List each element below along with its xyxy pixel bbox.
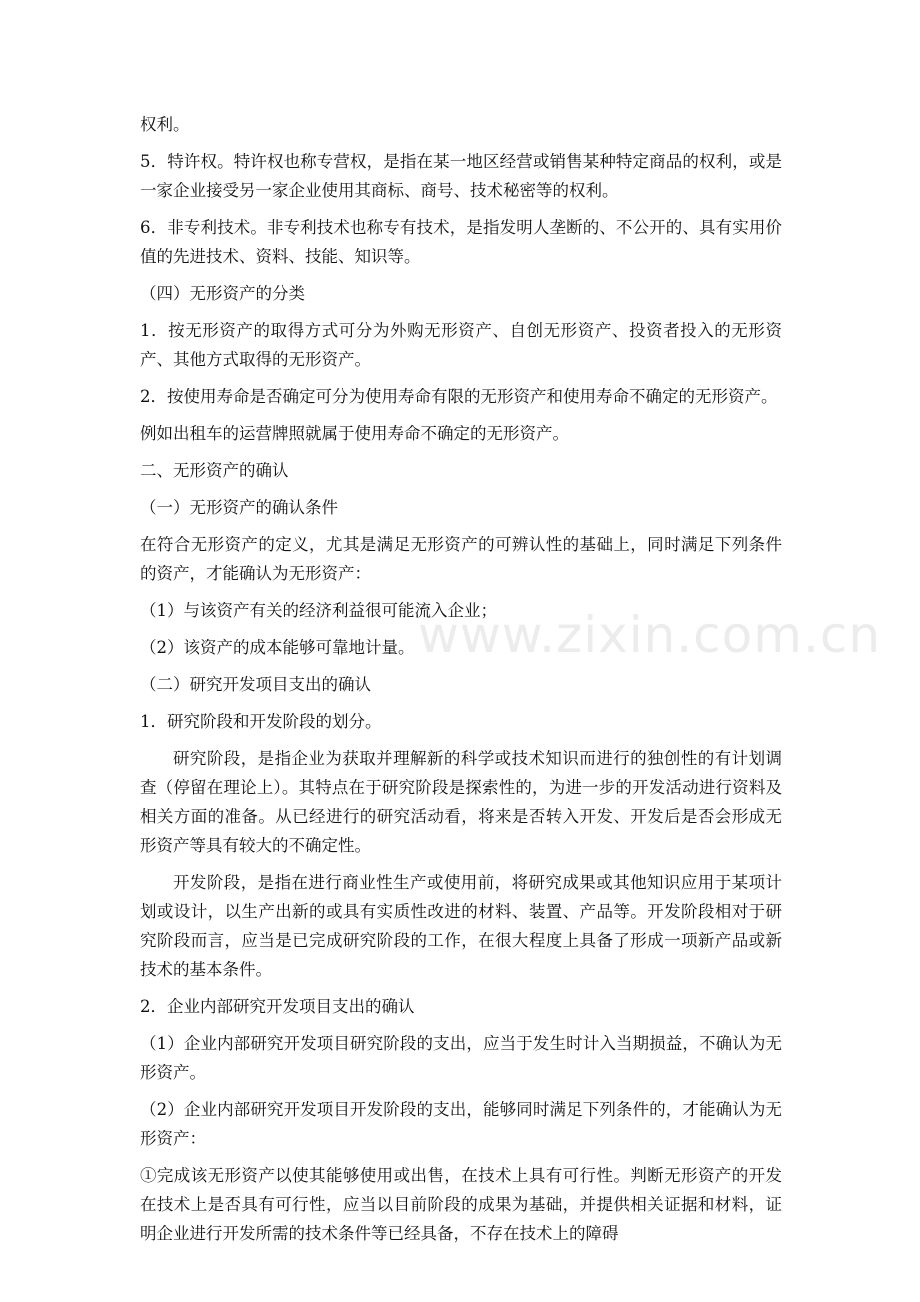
paragraph-conditions-intro: 在符合无形资产的定义，尤其是满足无形资产的可辨认性的基础上，同时满足下列条件的资产，才能确认为无形资产： (140, 535, 782, 583)
paragraph-phase-division: 1．研究阶段和开发阶段的划分。 (140, 712, 382, 731)
paragraph-classification-acquisition: 1．按无形资产的取得方式可分为外购无形资产、自创无形资产、投资者投入的无形资产、其他方式取得的无形资产。 (140, 321, 782, 369)
section-heading-classification: （四）无形资产的分类 (140, 284, 305, 303)
list-item-technical-feasibility: ①完成该无形资产以使其能够使用或出售，在技术上具有可行性。判断无形资产的开发在技术上是否具有可行性，应当以目前阶段的成果为基础，并提供相关证据和材料，证明企业进行开发所需的技术条件等已经具备，不存在技术上的障碍 (140, 1166, 782, 1243)
paragraph-taxi-example: 例如出租车的运营牌照就属于使用寿命不确定的无形资产。 (140, 424, 569, 443)
list-item-development-expense: （2）企业内部研究开发项目开发阶段的支出，能够同时满足下列条件的，才能确认为无形资产： (140, 1100, 782, 1148)
list-item-condition-2: （2）该资产的成本能够可靠地计量。 (140, 638, 415, 657)
paragraph-non-patent-tech: 6．非专利技术。非专利技术也称专有技术，是指发明人垄断的、不公开的、具有实用价值的先进技术、资料、技能、知识等。 (140, 218, 782, 266)
list-item-research-expense: （1）企业内部研究开发项目研究阶段的支出，应当于发生时计入当期损益，不确认为无形资产。 (140, 1034, 782, 1082)
subsection-heading-rd: （二）研究开发项目支出的确认 (140, 675, 371, 694)
section-heading-recognition: 二、无形资产的确认 (140, 461, 289, 480)
paragraph-classification-lifespan: 2．按使用寿命是否确定可分为使用寿命有限的无形资产和使用寿命不确定的无形资产。 (140, 387, 778, 406)
document-page (140, 110, 782, 1256)
subsection-heading-conditions: （一）无形资产的确认条件 (140, 498, 338, 517)
paragraph-research-phase: 研究阶段，是指企业为获取并理解新的科学或技术知识而进行的独创性的有计划调查（停留在理论上）。其特点在于研究阶段是探索性的，为进一步的开发活动进行资料及相关方面的准备。从已经进行的研究活动看，将来是否转入开发、开发后是否会形成无形资产等具有较大的不确定性。 (140, 749, 782, 855)
watermark-text: www.zixin.com.cn (418, 606, 882, 664)
paragraph-franchise: 5．特许权。特许权也称专营权，是指在某一地区经营或销售某种特定商品的权利，或是一家企业接受另一家企业使用其商标、商号、技术秘密等的权利。 (140, 152, 782, 200)
paragraph-internal-rd-heading: 2．企业内部研究开发项目支出的确认 (140, 997, 415, 1016)
list-item-condition-1: （1）与该资产有关的经济利益很可能流入企业； (140, 601, 497, 620)
paragraph-development-phase: 开发阶段，是指在进行商业性生产或使用前，将研究成果或其他知识应用于某项计划或设计，以生产出新的或具有实质性改进的材料、装置、产品等。开发阶段相对于研究阶段而言，应当是已完成研究阶段的工作，在很大程度上具备了形成一项新产品或新技术的基本条件。 (140, 873, 782, 979)
paragraph-rights-end: 权利。 (140, 115, 190, 134)
